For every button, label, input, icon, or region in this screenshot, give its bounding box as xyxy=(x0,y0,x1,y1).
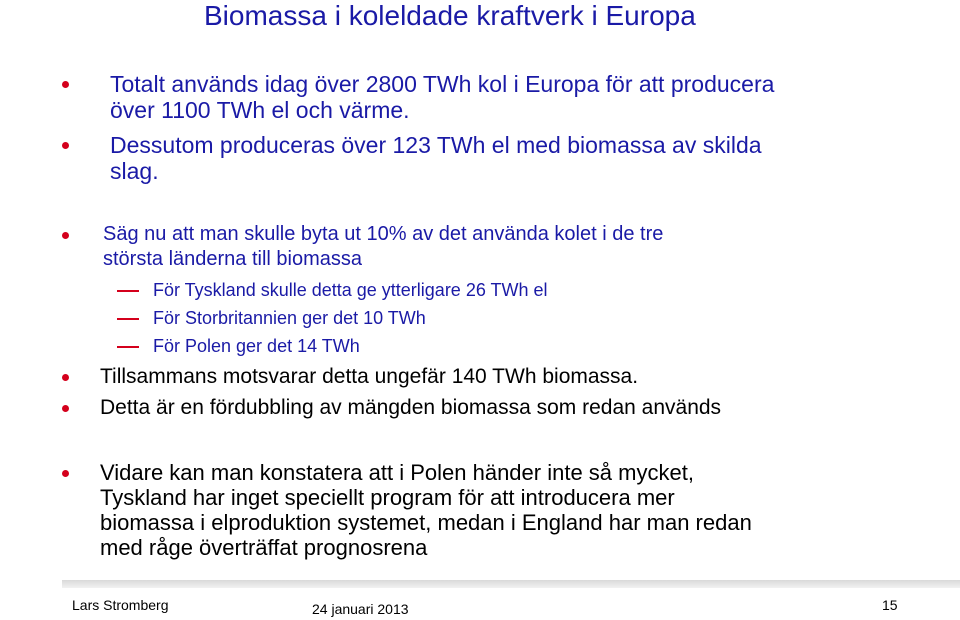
sub-bullet-dash xyxy=(117,318,139,320)
bullet-1-line-2: över 1100 TWh el och värme. xyxy=(110,97,410,123)
sub-item-2: För Storbritannien ger det 10 TWh xyxy=(153,308,426,328)
sub-bullet-dash xyxy=(117,346,139,348)
sub-item-1: För Tyskland skulle detta ge ytterligare 26 TWh el xyxy=(153,280,548,300)
footer-page-number: 15 xyxy=(882,597,898,613)
bullet-marker xyxy=(62,374,69,381)
bullet-6-line-1: Vidare kan man konstatera att i Polen händer inte så mycket, xyxy=(100,460,694,485)
sub-bullet-dash xyxy=(117,290,139,292)
bullet-1-line-1: Totalt används idag över 2800 TWh kol i Europa för att producera xyxy=(110,71,775,97)
footer-date: 24 januari 2013 xyxy=(312,601,409,617)
bullet-5: Detta är en fördubbling av mängden biomassa som redan används xyxy=(100,396,722,419)
bullet-2-line-2: slag. xyxy=(110,158,159,184)
bullet-marker xyxy=(62,81,69,88)
footer-divider xyxy=(62,580,960,588)
footer-author: Lars Stromberg xyxy=(72,597,169,613)
bullet-2-line-1: Dessutom produceras över 123 TWh el med biomassa av skilda xyxy=(110,132,762,158)
bullet-3-line-1: Säg nu att man skulle byta ut 10% av det använda kolet i de tre xyxy=(103,223,664,245)
bullet-marker xyxy=(62,405,69,412)
bullet-3-line-2: största länderna till biomassa xyxy=(103,248,363,270)
bullet-marker xyxy=(62,232,69,239)
slide-title: Biomassa i koleldade kraftverk i Europa xyxy=(204,0,696,31)
bullet-6-line-2: Tyskland har inget speciellt program för att introducera mer xyxy=(100,485,675,510)
bullet-marker xyxy=(62,142,69,149)
bullet-6-line-4: med råge överträffat prognosrena xyxy=(100,535,428,560)
bullet-4: Tillsammans motsvarar detta ungefär 140 TWh biomassa. xyxy=(100,365,639,388)
bullet-6-line-3: biomassa i elproduktion systemet, medan i England har man redan xyxy=(100,510,752,535)
bullet-marker xyxy=(62,470,69,477)
sub-item-3: För Polen ger det 14 TWh xyxy=(153,336,360,356)
